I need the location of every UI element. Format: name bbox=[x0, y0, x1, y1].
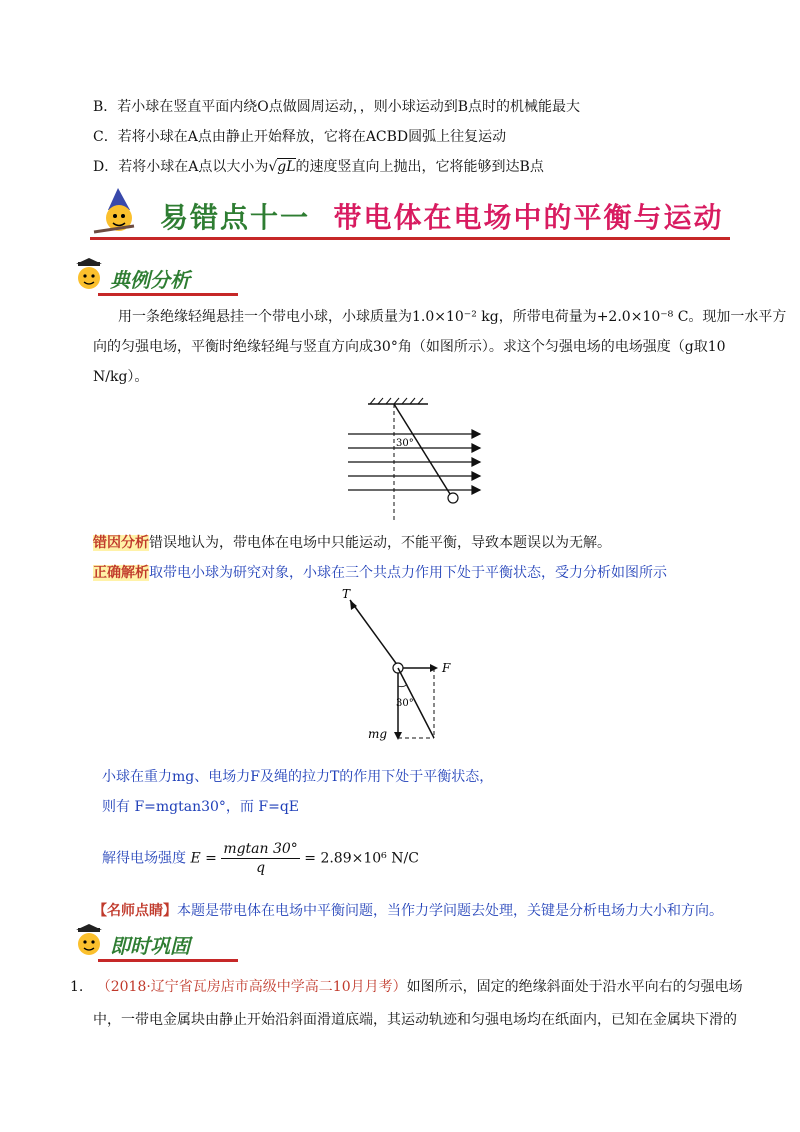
scholar-mascot-icon bbox=[70, 924, 110, 964]
eq-rhs: = 2.89×10⁶ N/C bbox=[304, 850, 419, 867]
question-source: （2018·辽宁省瓦房店市高级中学高二10月月考） bbox=[96, 979, 407, 995]
section-title: 典例分析 bbox=[110, 268, 190, 292]
teacher-note bbox=[93, 901, 723, 921]
problem-line-1: 用一条绝缘轻绳悬挂一个带电小球，小球质量为1.0×10⁻² kg，所带电荷量为+2.0×10⁻⁸ C。现加一水平方 bbox=[118, 309, 787, 325]
option-d-post: 的速度竖直向上抛出，它将能够到达B点 bbox=[295, 159, 544, 175]
eq-fraction bbox=[221, 840, 300, 877]
problem-line-2: 向的匀强电场，平衡时绝缘轻绳与竖直方向成30°角（如图所示）。求这个匀强电场的电场强度（g取10 bbox=[93, 339, 726, 355]
problem-line-3: N/kg）。 bbox=[93, 369, 149, 385]
option-d-sqrt: gL bbox=[277, 159, 296, 175]
question-text-2: 中，一带电金属块由静止开始沿斜面滑道底端，其运动轨迹和匀强电场均在纸面内，已知在金属块下滑的 bbox=[93, 1012, 737, 1028]
banner-title-b: 带电体在电场中的平衡与运动 bbox=[333, 201, 724, 234]
error-analysis bbox=[93, 533, 611, 553]
figure2-angle-label: 30° bbox=[396, 698, 414, 709]
banner-title-a: 易错点十一 bbox=[160, 201, 311, 234]
option-c: C．若将小球在A点由静止开始释放，它将在ACBD圆弧上往复运动 bbox=[93, 129, 507, 145]
option-d bbox=[93, 157, 544, 177]
eq-denominator: q bbox=[256, 860, 266, 876]
scholar-mascot-icon bbox=[70, 258, 110, 298]
banner-title bbox=[160, 196, 724, 236]
option-b: B．若小球在竖直平面内绕O点做圆周运动，，则小球运动到B点时的机械能最大 bbox=[93, 99, 581, 115]
teacher-text: 本题是带电体在电场中平衡问题，当作力学问题去处理，关键是分析电场力大小和方向。 bbox=[177, 903, 723, 919]
solution-line-2: 则有 F=mgtan30°，而 F=qE bbox=[102, 799, 300, 815]
eq-numerator: mgtan 30° bbox=[223, 841, 298, 857]
question-1 bbox=[70, 977, 743, 997]
figure1-angle-label: 30° bbox=[396, 438, 414, 449]
section-banner bbox=[90, 190, 730, 246]
solution-line-3-pre: 解得电场强度 bbox=[102, 850, 186, 867]
error-tag: 错因分析 bbox=[93, 535, 149, 551]
banner-underline bbox=[90, 237, 730, 240]
sqrt-icon: √ bbox=[268, 159, 278, 175]
force-f-label: F bbox=[442, 661, 451, 675]
correct-text: 取带电小球为研究对象，小球在三个共点力作用下处于平衡状态，受力分析如图所示 bbox=[149, 565, 667, 581]
section-underline bbox=[98, 293, 238, 296]
section-underline bbox=[98, 959, 238, 962]
question-text-1: 如图所示，固定的绝缘斜面处于沿水平向右的匀强电场 bbox=[406, 979, 743, 995]
correct-tag: 正确解析 bbox=[93, 565, 149, 581]
section-title: 即时巩固 bbox=[110, 934, 190, 958]
solution-line-1: 小球在重力mg、电场力F及绳的拉力T的作用下处于平衡状态， bbox=[102, 769, 494, 785]
option-d-pre: D．若将小球在A点以大小为 bbox=[93, 159, 269, 175]
teacher-tag: 【名师点睛】 bbox=[93, 903, 177, 919]
force-t-label: T bbox=[342, 587, 351, 601]
figure-force-diagram bbox=[330, 586, 470, 746]
solution-equation bbox=[102, 840, 419, 877]
question-number: 1. bbox=[70, 979, 84, 995]
figure-pendulum-field bbox=[340, 396, 490, 522]
error-text: 错误地认为，带电体在电场中只能运动，不能平衡，导致本题误以为无解。 bbox=[149, 535, 611, 551]
wizard-mascot-icon bbox=[90, 186, 150, 242]
correct-analysis bbox=[93, 563, 667, 583]
force-mg-label: mg bbox=[368, 727, 388, 741]
section-header-example bbox=[70, 258, 270, 298]
eq-lhs: E = bbox=[190, 850, 217, 867]
section-header-practice bbox=[70, 924, 270, 964]
